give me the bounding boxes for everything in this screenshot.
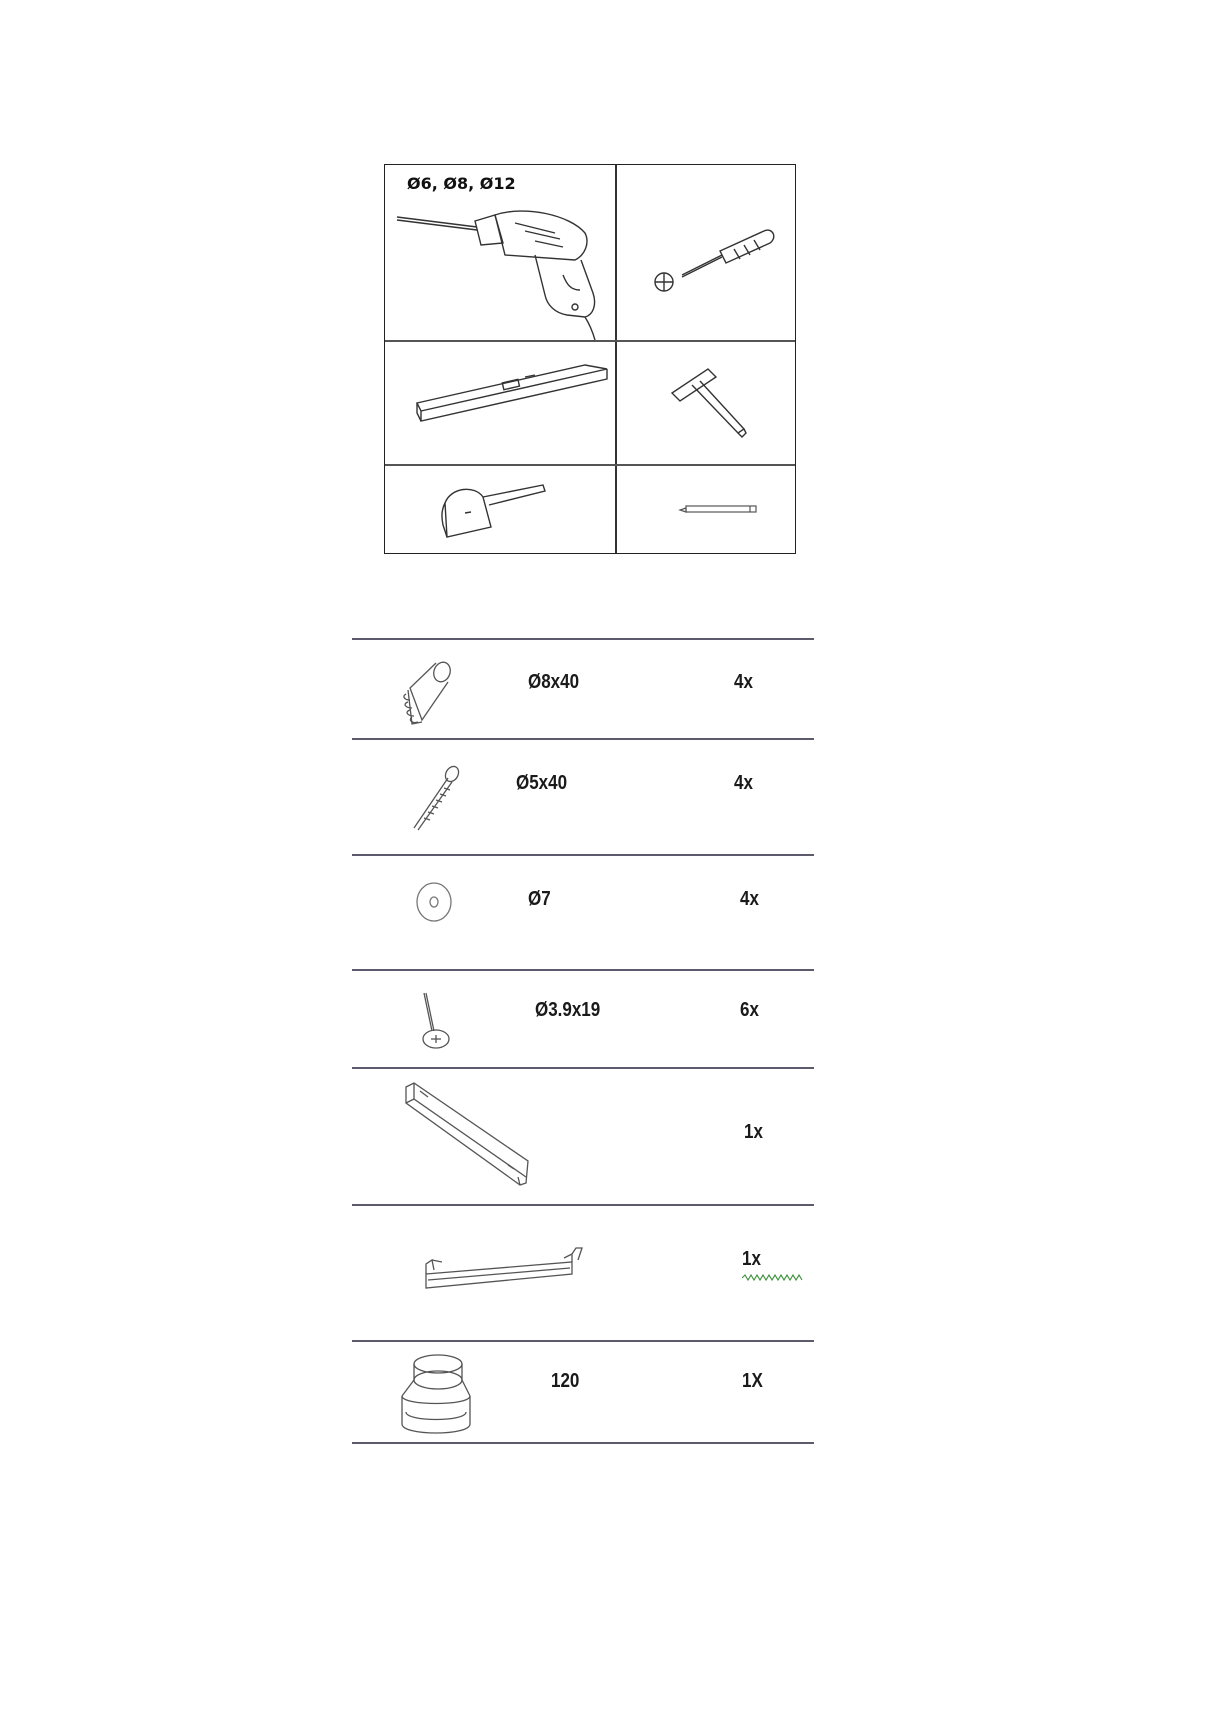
part-spec: Ø8x40 xyxy=(528,671,580,693)
small-screw-icon xyxy=(416,989,452,1053)
part-quantity: 4x xyxy=(740,888,759,910)
phillips-screwdriver-icon xyxy=(616,165,795,340)
tape-cell xyxy=(385,465,615,553)
list-item xyxy=(352,1204,814,1340)
wood-screw-icon xyxy=(408,764,464,834)
part-quantity: 4x xyxy=(734,671,753,693)
tools-panel xyxy=(384,164,796,554)
part-quantity: 1x xyxy=(744,1121,763,1143)
parts-list xyxy=(352,638,814,1444)
list-item xyxy=(352,969,814,1067)
part-spec: Ø7 xyxy=(528,888,551,910)
part-quantity: 6x xyxy=(740,999,759,1021)
drill-cell xyxy=(385,165,615,340)
wall-plug-icon xyxy=(398,660,454,730)
duct-reducer-icon xyxy=(398,1350,474,1438)
mounting-bracket-icon xyxy=(402,1079,536,1191)
list-item xyxy=(352,854,814,969)
part-spec: 120 xyxy=(551,1370,580,1392)
part-spec: Ø5x40 xyxy=(516,772,568,794)
hanging-rail-icon xyxy=(422,1240,586,1300)
row-divider xyxy=(352,1442,814,1444)
list-item xyxy=(352,638,814,738)
spellcheck-underline xyxy=(742,1274,804,1282)
level-cell xyxy=(385,341,615,464)
part-quantity: 4x xyxy=(734,772,753,794)
part-quantity: 1x xyxy=(742,1248,761,1270)
washer-icon xyxy=(414,880,454,924)
pencil-icon xyxy=(616,465,795,553)
list-item xyxy=(352,738,814,854)
drill-bit-sizes: Ø6, Ø8, Ø12 xyxy=(407,174,516,193)
pencil-cell xyxy=(616,465,795,553)
hammer-icon xyxy=(616,341,795,464)
list-item xyxy=(352,1067,814,1204)
spirit-level-icon xyxy=(385,341,615,464)
power-drill-icon xyxy=(385,165,615,340)
part-spec: Ø3.9x19 xyxy=(535,999,601,1021)
hammer-cell xyxy=(616,341,795,464)
part-quantity: 1X xyxy=(742,1370,763,1392)
list-item xyxy=(352,1340,814,1442)
screwdriver-cell xyxy=(616,165,795,340)
tape-measure-icon xyxy=(385,465,615,553)
